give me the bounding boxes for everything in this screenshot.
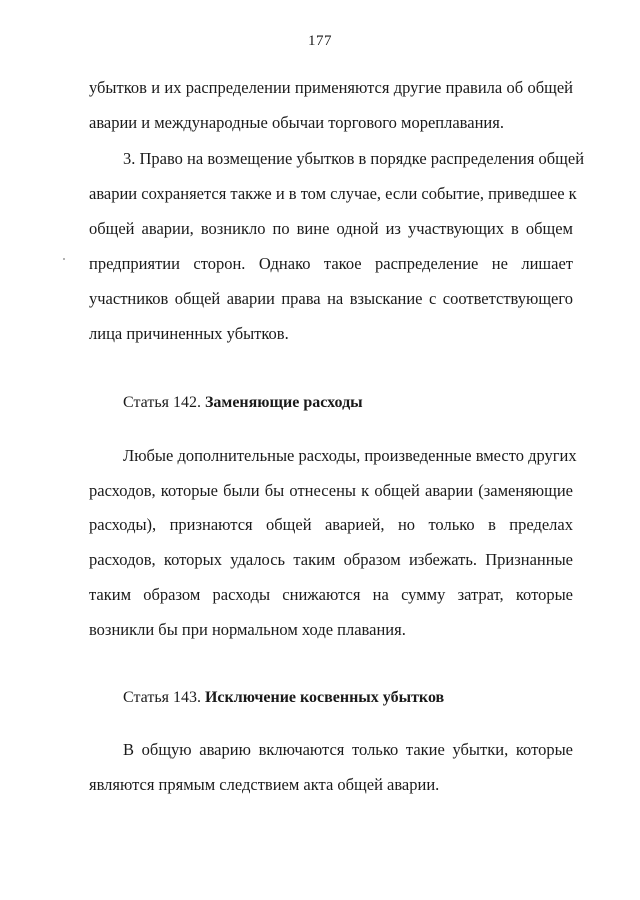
- page-number: 177: [308, 33, 332, 49]
- article-143-title: Исключение косвенных убытков: [204, 689, 445, 706]
- article-142-title: Заменяющие расходы: [204, 394, 363, 411]
- text-line: аварии и международные обычаи торгового мореплавания.: [89, 113, 504, 132]
- text-line: В общую аварию включаются только такие убытки, которые: [123, 740, 573, 759]
- text-line: убытков и их распределении применяются другие правила об общей: [89, 78, 573, 97]
- text-line: лица причиненных убытков.: [89, 324, 289, 343]
- article-142-heading: [123, 393, 363, 413]
- text-line: расходы), признаются общей аварией, но только в пределах: [89, 515, 573, 534]
- article-142-prefix: Статья 142.: [123, 394, 201, 411]
- text-line: предприятии сторон. Однако такое распределение не лишает: [89, 254, 573, 273]
- scan-speck: [63, 258, 65, 260]
- text-line: аварии сохраняется также и в том случае, если событие, приведшее к: [89, 184, 577, 203]
- text-line: таким образом расходы снижаются на сумму затрат, которые: [89, 585, 573, 604]
- article-143-prefix: Статья 143.: [123, 689, 201, 706]
- text-line: общей аварии, возникло по вине одной из участвующих в общем: [89, 219, 573, 238]
- text-line: возникли бы при нормальном ходе плавания.: [89, 620, 406, 639]
- article-143-heading: [123, 688, 444, 708]
- text-line: являются прямым следствием акта общей аварии.: [89, 775, 440, 794]
- text-line: расходов, которых удалось таким образом избежать. Признанные: [89, 550, 573, 569]
- text-line: 3. Право на возмещение убытков в порядке распределения общей: [123, 149, 585, 168]
- text-line: Любые дополнительные расходы, произведенные вместо других: [123, 446, 577, 465]
- text-line: участников общей аварии права на взыскание с соответствующего: [89, 289, 573, 308]
- text-line: расходов, которые были бы отнесены к общей аварии (заменяющие: [89, 481, 573, 500]
